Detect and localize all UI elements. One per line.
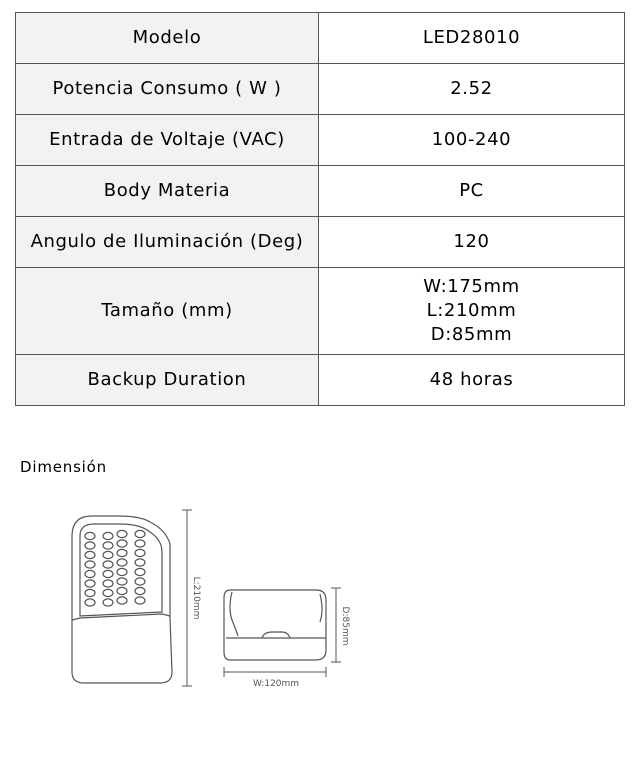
- spec-value-cell: [319, 166, 625, 217]
- depth-label: D:85mm: [340, 606, 350, 646]
- width-dimension: [224, 667, 326, 677]
- spec-row: [16, 115, 625, 166]
- led-dot: [85, 580, 95, 587]
- spec-label: Modelo: [16, 13, 319, 64]
- led-dot: [117, 578, 127, 585]
- spec-value-cell: [319, 115, 625, 166]
- spec-value: 48 horas: [429, 369, 514, 390]
- spec-value: PC: [459, 180, 484, 201]
- spec-value-cell: [319, 217, 625, 268]
- spec-value: W:175mm: [423, 276, 520, 297]
- led-dot: [103, 532, 113, 539]
- led-dot: [117, 540, 127, 547]
- led-dot: [117, 568, 127, 575]
- led-dot: [135, 568, 145, 575]
- led-dot: [103, 561, 113, 568]
- side-view: [224, 590, 326, 660]
- led-dot: [103, 551, 113, 558]
- led-dot: [135, 540, 145, 547]
- led-dot: [117, 559, 127, 566]
- led-dot: [85, 542, 95, 549]
- spec-label: Potencia Consumo ( W ): [16, 64, 319, 115]
- width-label: W:120mm: [252, 679, 300, 689]
- length-dimension: [182, 510, 192, 686]
- led-dot: [85, 599, 95, 606]
- led-dot: [103, 570, 113, 577]
- led-dot: [85, 532, 95, 539]
- spec-value: LED28010: [422, 27, 521, 48]
- spec-row: [16, 13, 625, 64]
- spec-value: D:85mm: [430, 324, 513, 345]
- dimension-drawing: [0, 500, 644, 700]
- led-dot: [135, 530, 145, 537]
- spec-row: [16, 355, 625, 406]
- spec-table-body: [16, 13, 625, 406]
- spec-value-cell: [319, 268, 625, 355]
- led-dot: [103, 599, 113, 606]
- led-dot: [135, 578, 145, 585]
- spec-value: L:210mm: [426, 300, 517, 321]
- led-dot: [103, 580, 113, 587]
- spec-row: [16, 268, 625, 355]
- led-dot: [135, 549, 145, 556]
- led-dot: [85, 589, 95, 596]
- led-dot: [103, 542, 113, 549]
- spec-value-cell: [319, 64, 625, 115]
- led-dot: [117, 549, 127, 556]
- led-dot: [117, 597, 127, 604]
- spec-label: Body Materia: [16, 166, 319, 217]
- depth-dimension: [331, 588, 341, 662]
- front-view: [72, 516, 172, 683]
- led-dot: [117, 530, 127, 537]
- spec-row: [16, 217, 625, 268]
- spec-label: Backup Duration: [16, 355, 319, 406]
- led-grid: [85, 530, 145, 606]
- led-dot: [103, 589, 113, 596]
- spec-value: 100-240: [431, 129, 512, 150]
- spec-label: Angulo de Iluminación (Deg): [16, 217, 319, 268]
- spec-label: Entrada de Voltaje (VAC): [16, 115, 319, 166]
- spec-value: 120: [453, 231, 490, 252]
- dimension-title: Dimensión: [20, 458, 107, 476]
- spec-value: 2.52: [450, 78, 493, 99]
- led-dot: [117, 587, 127, 594]
- spec-value-cell: [319, 355, 625, 406]
- spec-label: Tamaño (mm): [16, 268, 319, 355]
- led-dot: [85, 551, 95, 558]
- led-dot: [85, 570, 95, 577]
- led-dot: [135, 587, 145, 594]
- length-label: L:210mm: [191, 576, 201, 620]
- led-dot: [85, 561, 95, 568]
- spec-row: [16, 64, 625, 115]
- led-dot: [135, 559, 145, 566]
- spec-row: [16, 166, 625, 217]
- spec-table: [15, 12, 625, 406]
- led-dot: [135, 597, 145, 604]
- spec-value-cell: [319, 13, 625, 64]
